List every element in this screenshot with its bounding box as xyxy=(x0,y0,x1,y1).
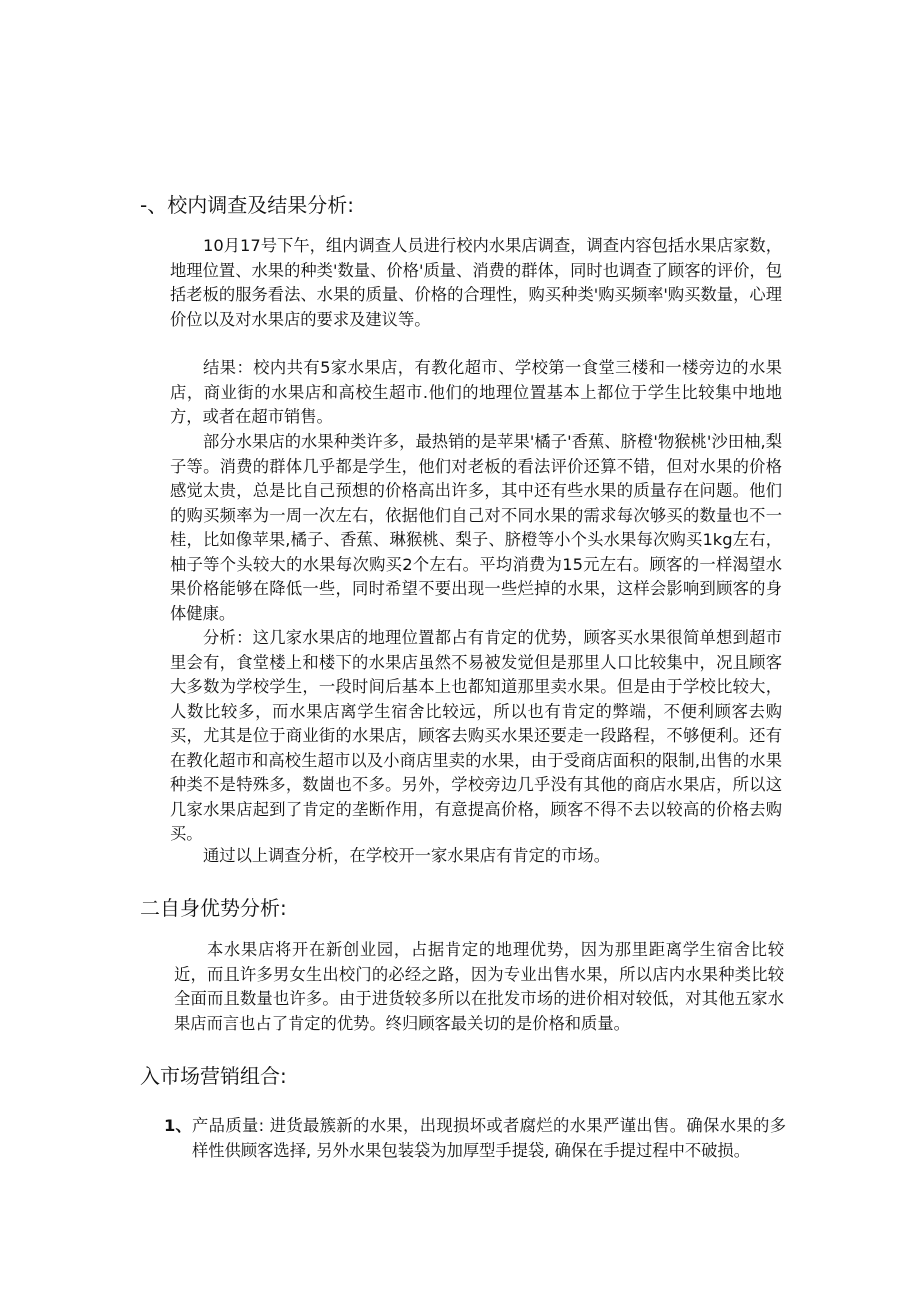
list-item-text: 产品质量: 进货最簇新的水果，出现损坏或者腐烂的水果严谨出售。确保水果的多样性供顾客选择, 另外水果包装袋为加厚型手提袋, 确保在手提过程中不破损。 xyxy=(192,1116,786,1160)
section-heading-self-advantage: 二自身优势分析: xyxy=(140,896,287,920)
paragraph-survey-result: 结果：校内共有5家水果店，有教化超市、学校第一食堂三楼和一楼旁边的水果店，商业街的水果店和高校生超市.他们的地理位置基本上都位于学生比较集中地地方，或者在超市销售。 xyxy=(170,358,782,426)
paragraph-conclusion: 通过以上调查分析，在学校开一家水果店有肯定的市场。 xyxy=(203,846,611,865)
list-item-product-quality xyxy=(164,1114,786,1163)
paragraph-fruit-variety: 部分水果店的水果种类许多，最热销的是苹果'橘子'香蕉、脐橙'物猴桃'沙田柚,梨子等。消费的群体几乎都是学生，他们对老板的看法评价还算不错，但对水果的价格感觉太贵，总是比自己预想的价格高出许多，其中还有些水果的质量存在问题。他们的购买频率为一周一次左右，依据他们自己对不同水果的需求每次够买的数量也不一桂，比如像苹果,橘子、香蕉、琳猴桃、梨子、脐橙等小个头水果每次购买1kg左右，柚子等个头较大的水果每次购买2个左右。平均消费为15元左右。顾客的一样渴望水果价格能够在降低一些，同时希望不要出现一些烂掉的水果，这样会影响到顾客的身体健康。 xyxy=(170,432,782,623)
paragraph-survey-intro: 10月17号下午，组内调查人员进行校内水果店调查，调查内容包括水果店家数，地理位置、水果的种类'数量、价格'质量、消费的群体，同时也调查了顾客的评价，包括老板的服务看法、水果的质量、价格的合理性，购买种类'购买频率'购买数量，心理价位以及对水果店的要求及建议等。 xyxy=(170,236,782,329)
list-item-number: 1、 xyxy=(164,1116,192,1135)
section-heading-marketing-mix: 入市场营销组合: xyxy=(140,1064,287,1088)
paragraph-self-advantage: 本水果店将开在新创业园，占据肯定的地理优势，因为那里距离学生宿舍比较近，而且许多男女生出校门的必经之路，因为专业出售水果，所以店内水果种类比较全面而且数量也许多。由于进货较多所以在批发市场的进价相对较低，对其他五家水果店而言也占了肯定的优势。终归顾客最关切的是价格和质量。 xyxy=(174,940,784,1033)
paragraph-analysis: 分析：这几家水果店的地理位置都占有肯定的优势，顾客买水果很简单想到超市里会有，食堂楼上和楼下的水果店虽然不易被发觉但是那里人口比较集中，况且顾客大多数为学校学生，一段时间后基本上也都知道那里卖水果。但是由于学校比较大，人数比较多，而水果店离学生宿舍比较远，所以也有肯定的弊端，不便利顾客去购买，尤其是位于商业街的水果店，顾客去购买水果还要走一段路程，不够便利。还有在教化超市和高校生超市以及小商店里卖的水果，由于受商店面积的限制,出售的水果种类不是特殊多，数崮也不多。另外，学校旁边几乎没有其他的商店水果店，所以这几家水果店起到了肯定的垄断作用，有意提高价格，顾客不得不去以较高的价格去购买。 xyxy=(170,628,782,843)
section-heading-campus-survey: -、校内调查及结果分析: xyxy=(140,193,354,217)
